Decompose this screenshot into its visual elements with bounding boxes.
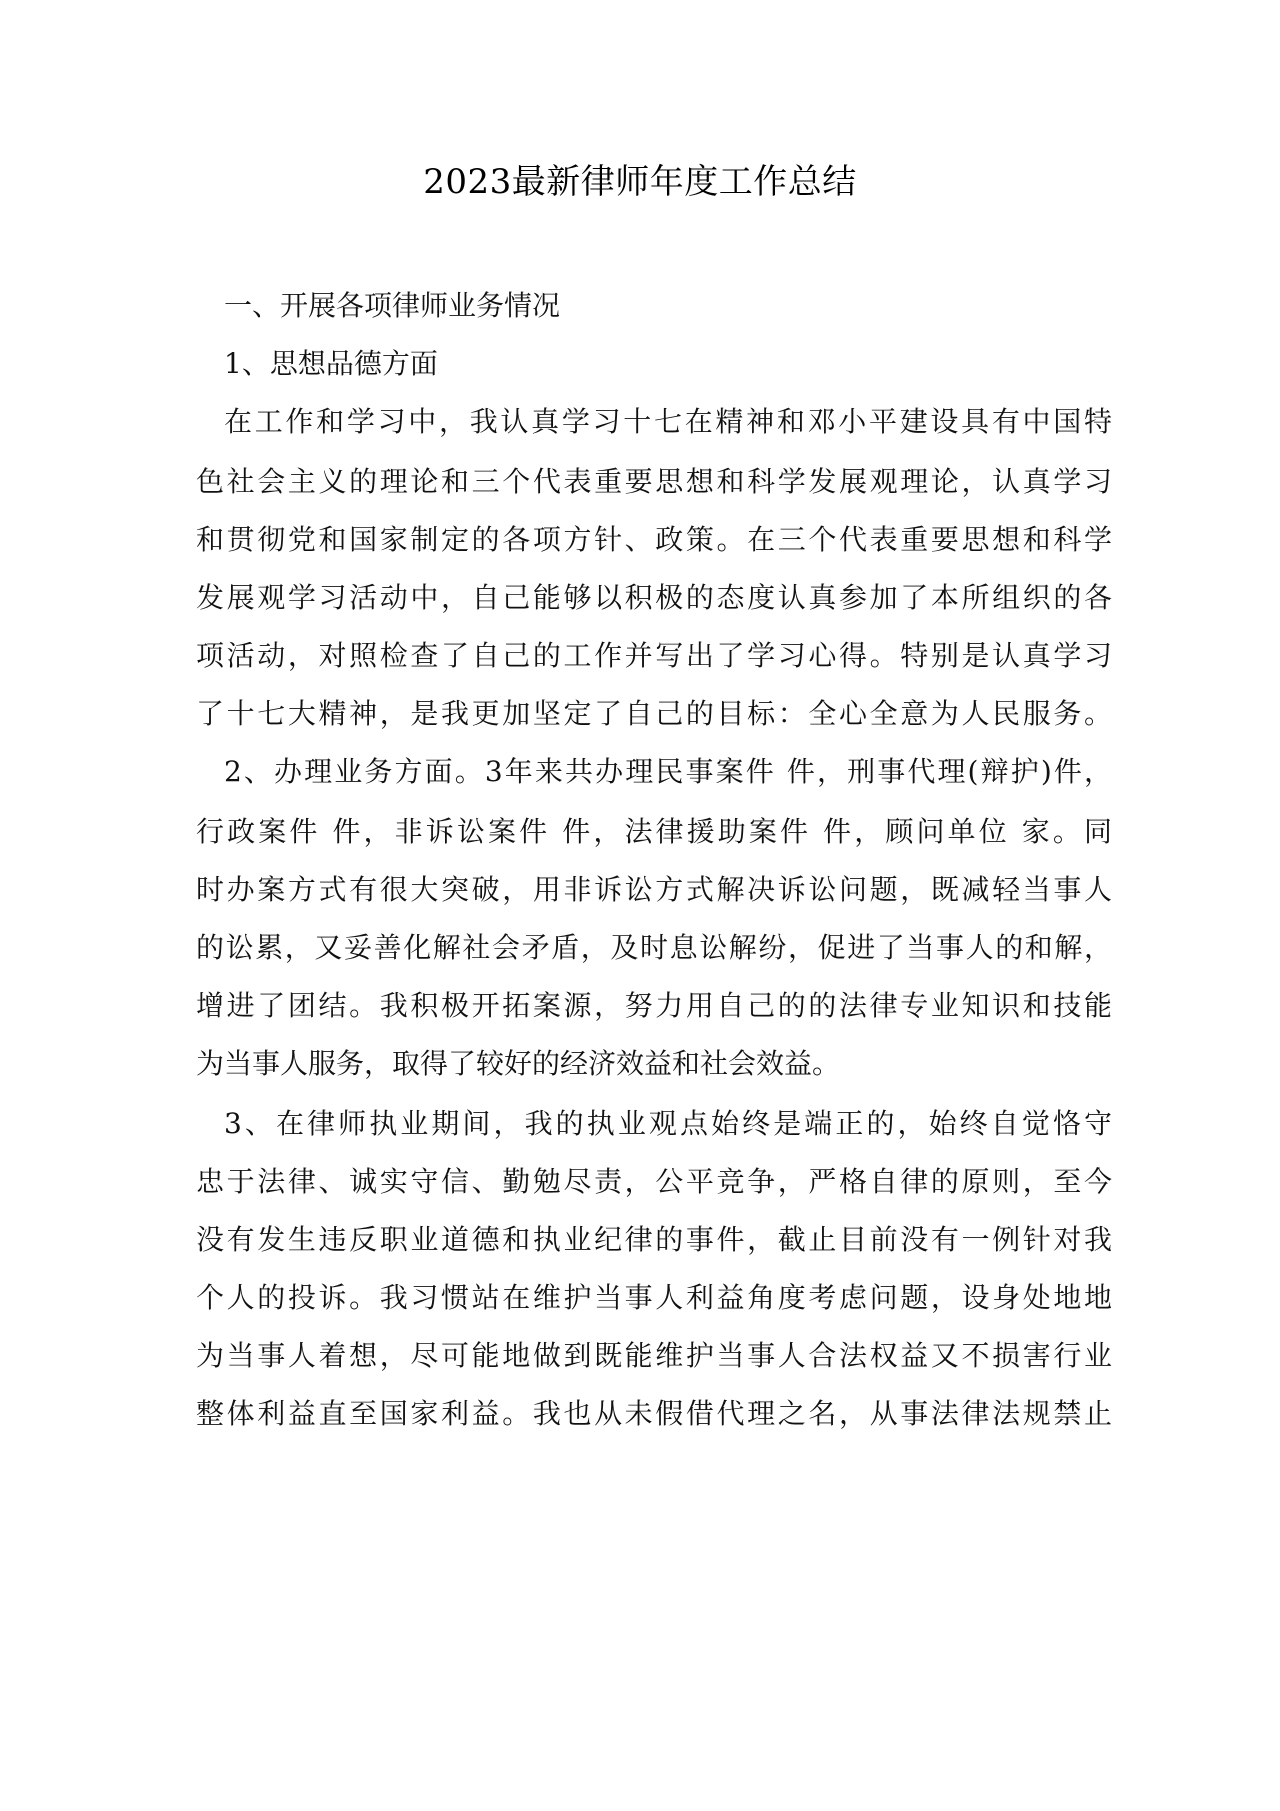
paragraph-line: 2、办理业务方面。3年来共办理民事案件 件，刑事代理(辩护)件，: [224, 755, 1112, 788]
section-heading: 一、开展各项律师业务情况: [224, 289, 561, 322]
document-title: 2023最新律师年度工作总结: [423, 162, 857, 202]
paragraph-line: 发展观学习活动中，自己能够以积极的态度认真参加了本所组织的各: [196, 581, 1112, 614]
paragraph-line: 时办案方式有很大突破，用非诉讼方式解决诉讼问题，既减轻当事人: [196, 873, 1112, 906]
paragraph-line: 3、在律师执业期间，我的执业观点始终是端正的，始终自觉恪守: [224, 1107, 1112, 1140]
paragraph-line: 项活动，对照检查了自己的工作并写出了学习心得。特别是认真学习: [196, 639, 1112, 672]
paragraph-line: 的讼累，又妥善化解社会矛盾，及时息讼解纷，促进了当事人的和解，: [196, 931, 1112, 964]
paragraph-line: 了十七大精神，是我更加坚定了自己的目标：全心全意为人民服务。: [196, 697, 1112, 730]
paragraph-line: 和贯彻党和国家制定的各项方针、政策。在三个代表重要思想和科学: [196, 523, 1112, 556]
paragraph-line: 没有发生违反职业道德和执业纪律的事件，截止目前没有一例针对我: [196, 1223, 1112, 1256]
paragraph-line: 色社会主义的理论和三个代表重要思想和科学发展观理论，认真学习: [196, 465, 1112, 498]
sub-heading-ideology: 1、思想品德方面: [224, 347, 438, 380]
paragraph-line: 为当事人服务，取得了较好的经济效益和社会效益。: [196, 1047, 841, 1080]
paragraph-line: 行政案件 件，非诉讼案件 件，法律援助案件 件，顾问单位 家。同: [196, 815, 1112, 848]
paragraph-line: 为当事人着想，尽可能地做到既能维护当事人合法权益又不损害行业: [196, 1339, 1112, 1372]
paragraph-line: 在工作和学习中，我认真学习十七在精神和邓小平建设具有中国特: [224, 405, 1112, 438]
paragraph-line: 增进了团结。我积极开拓案源，努力用自己的的法律专业知识和技能: [196, 989, 1112, 1022]
paragraph-line: 个人的投诉。我习惯站在维护当事人利益角度考虑问题，设身处地地: [196, 1281, 1112, 1314]
paragraph-line: 忠于法律、诚实守信、勤勉尽责，公平竞争，严格自律的原则，至今: [196, 1165, 1112, 1198]
paragraph-line: 整体利益直至国家利益。我也从未假借代理之名，从事法律法规禁止: [196, 1397, 1112, 1430]
